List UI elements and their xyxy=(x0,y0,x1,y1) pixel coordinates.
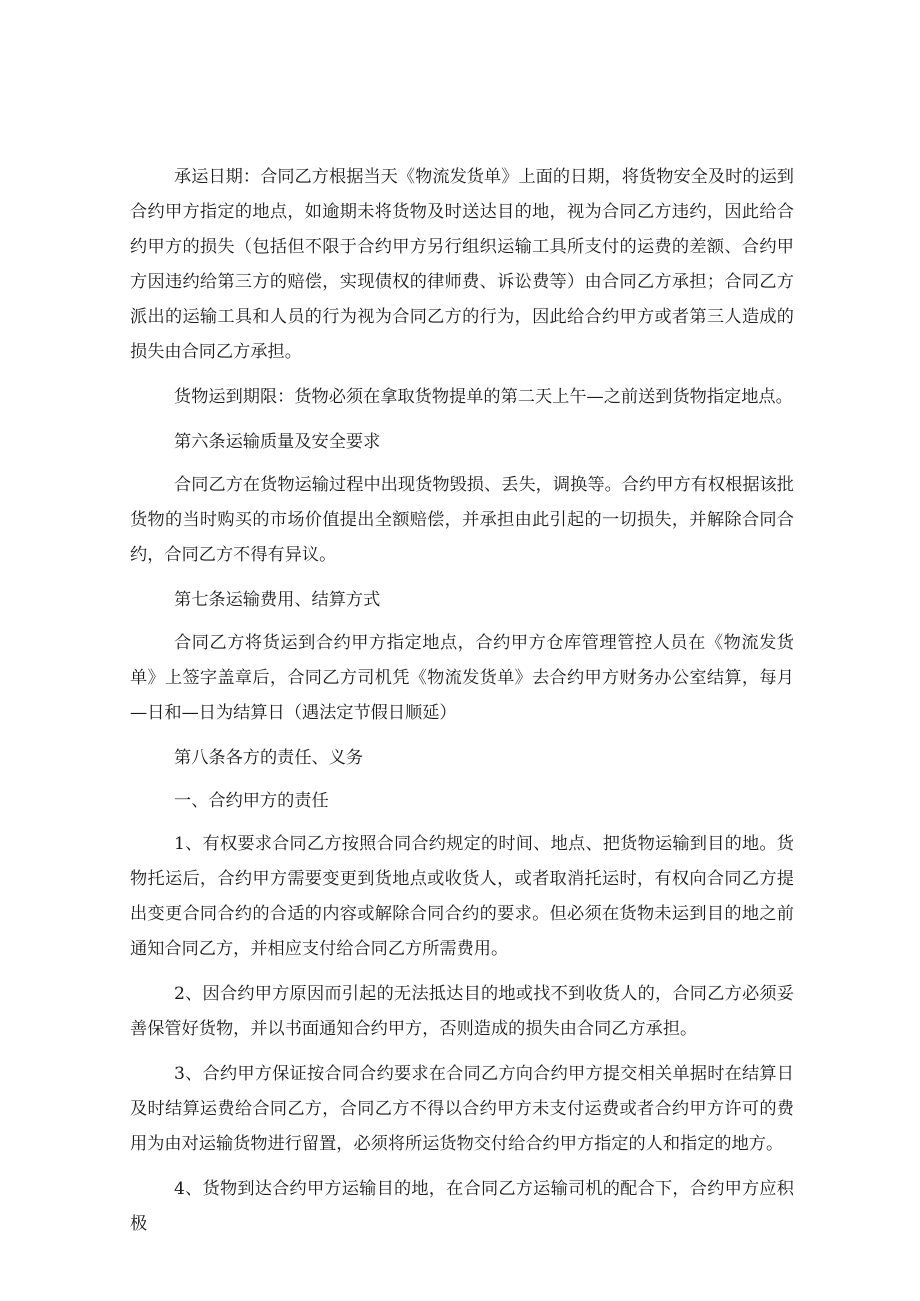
section-heading-article-6: 第六条运输质量及安全要求 xyxy=(174,432,381,452)
paragraph-delivery-date: 承运日期：合同乙方根据当天《物流发货单》上面的日期，将货物安全及时的运到合约甲方指定的地点，如逾期未将货物及时送达目的地，视为合同乙方违约，因此给合约甲方的损失（包括但不限于合约甲方另行组织运输工具所支付的运费的差额、合约甲方因违约给第三方的赔偿，实现债权的律师费、诉讼费等）由合同乙方承担；合同乙方派出的运输工具和人员的行为视为合同乙方的行为，因此给合约甲方或者第三人造成的损失由合同乙方承担。 xyxy=(130,167,794,362)
paragraph-quality-safety: 合同乙方在货物运输过程中出现货物毁损、丢失，调换等。合约甲方有权根据该批货物的当时购买的市场价值提出全额赔偿，并承担由此引起的一切损失，并解除合同合约，合同乙方不得有异议。 xyxy=(130,475,794,565)
clause-4: 4、货物到达合约甲方运输目的地，在合同乙方运输司机的配合下，合约甲方应积极 xyxy=(130,1179,794,1234)
clause-3: 3、合约甲方保证按合同合约要求在合同乙方向合约甲方提交相关单据时在结算日及时结算运费给合同乙方，合同乙方不得以合约甲方未支付运费或者合约甲方许可的费用为由对运输货物进行留置，必须将所运货物交付给合约甲方指定的人和指定的地方。 xyxy=(130,1064,794,1154)
clause-2: 2、因合约甲方原因而引起的无法抵达目的地或找不到收货人的，合同乙方必须妥善保管好货物，并以书面通知合约甲方，否则造成的损失由合同乙方承担。 xyxy=(130,984,794,1039)
subheading-party-a-duties: 一、合约甲方的责任 xyxy=(174,791,329,811)
section-heading-article-7: 第七条运输费用、结算方式 xyxy=(174,590,381,610)
clause-1: 1、有权要求合同乙方按照合同合约规定的时间、地点、把货物运输到目的地。货物托运后，合约甲方需要变更到货地点或收货人，或者取消托运时，有权向合同乙方提出变更合同合约的合适的内容或解除合同合约的要求。但必须在货物未运到目的地之前通知合同乙方，并相应支付给合同乙方所需费用。 xyxy=(130,834,794,959)
section-heading-article-8: 第八条各方的责任、义务 xyxy=(174,748,364,768)
paragraph-delivery-deadline: 货物运到期限：货物必须在拿取货物提单的第二天上午—之前送到货物指定地点。 xyxy=(174,387,793,407)
paragraph-settlement: 合同乙方将货运到合约甲方指定地点，合约甲方仓库管理管控人员在《物流发货单》上签字盖章后，合同乙方司机凭《物流发货单》去合约甲方财务办公室结算，每月—日和—日为结算日（遇法定节假日顺延） xyxy=(130,633,794,723)
document-page xyxy=(130,160,794,1252)
